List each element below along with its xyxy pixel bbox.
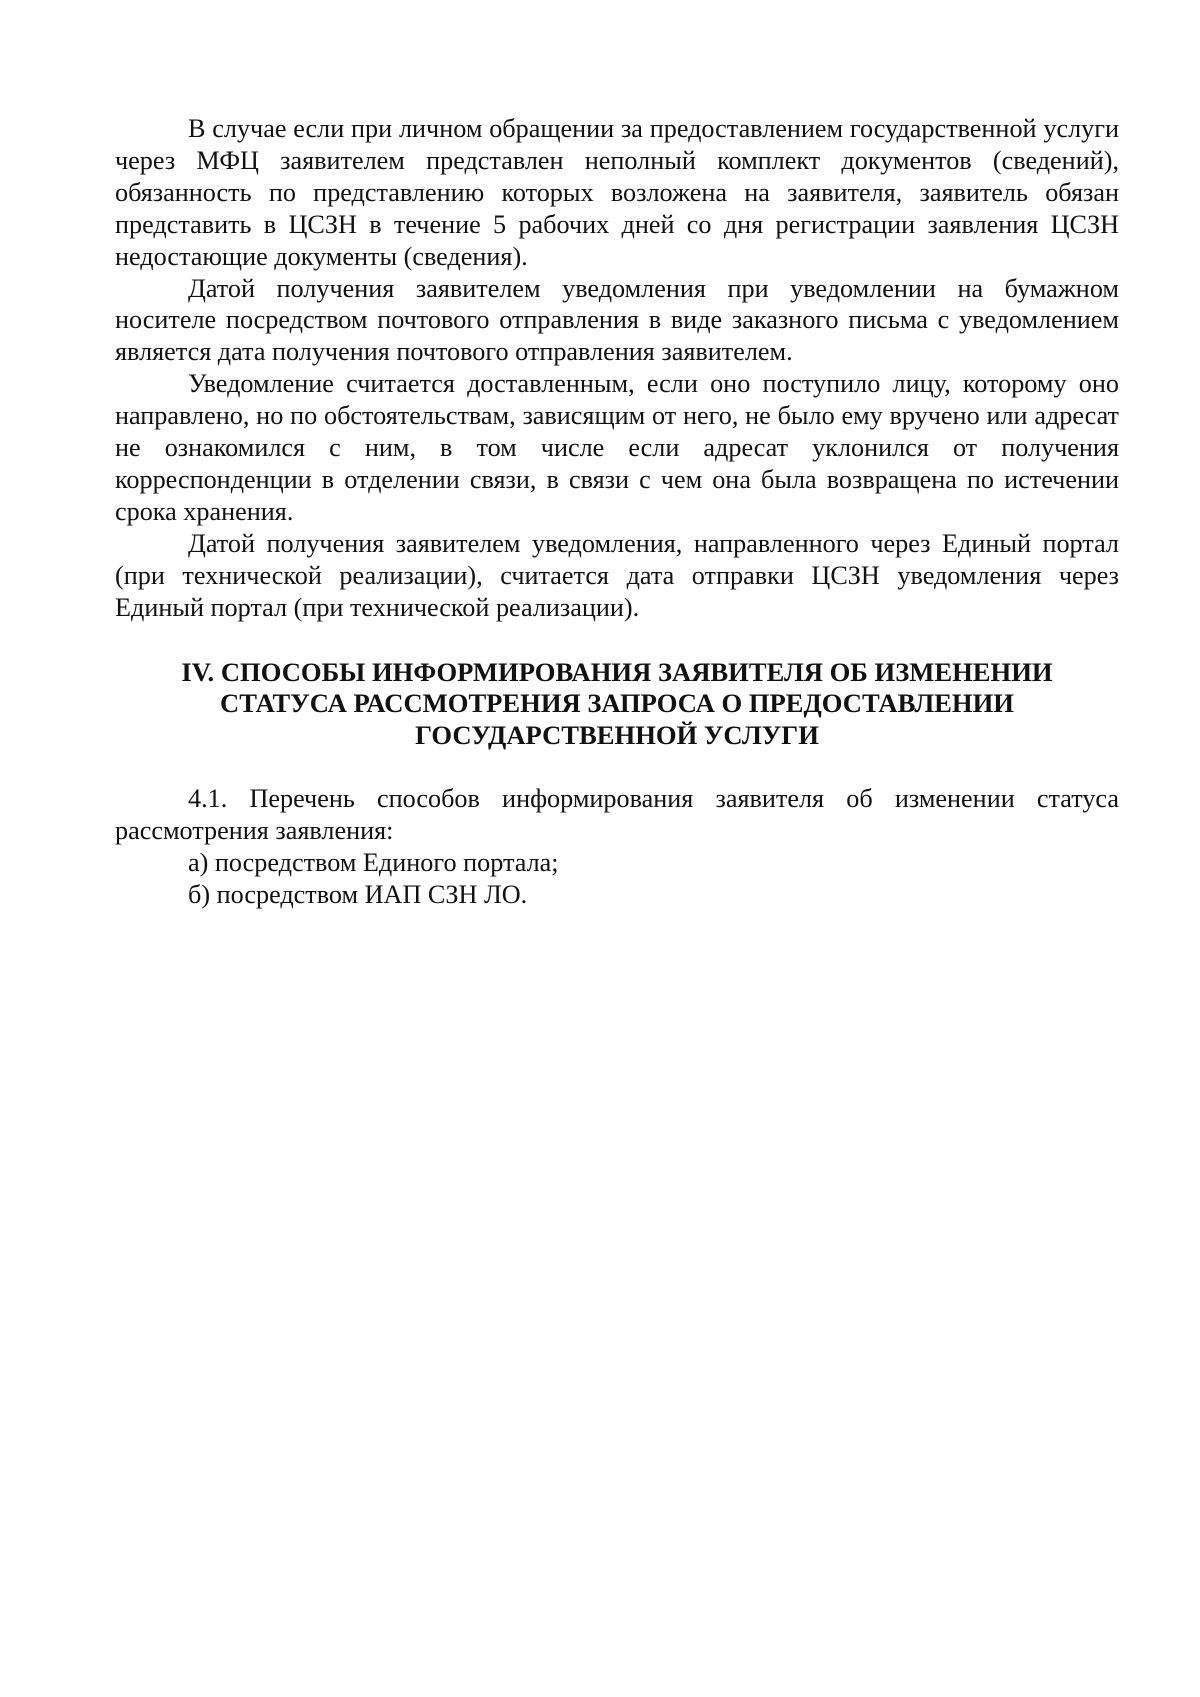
paragraph-informing-methods: 4.1. Перечень способов информирования заявителя об изменении статуса рассмотрения заявления: — [115, 784, 1119, 846]
section-heading-line-3: ГОСУДАРСТВЕННОЙ УСЛУГИ — [415, 720, 819, 751]
section-heading — [115, 657, 1119, 753]
paragraph-notification-delivered: Уведомление считается доставленным, если оно поступило лицу, которому оно направлено, но по обстоятельствам, зависящим от него, не было ему вручено или адресат не ознакомился с ним, в том числе если адресат уклонился от получения корреспонденции в отделении связи, в связи с чем она была возвращена по истечении срока хранения. — [115, 369, 1119, 526]
section-heading-line-1: IV. СПОСОБЫ ИНФОРМИРОВАНИЯ ЗАЯВИТЕЛЯ ОБ ИЗМЕНЕНИИ — [181, 656, 1053, 687]
paragraph-portal-notification-date: Датой получения заявителем уведомления, направленного через Единый портал (при технической реализации), считается дата отправки ЦСЗН уведомления через Единый портал (при технической реализации). — [115, 528, 1119, 622]
paragraph-paper-notification-date: Датой получения заявителем уведомления при уведомлении на бумажном носителе посредством почтового отправления в виде заказного письма с уведомлением является дата получения почтового отправления заявителем. — [115, 273, 1119, 367]
list-item-iap-szn-lo: б) посредством ИАП СЗН ЛО. — [188, 879, 528, 909]
document-body — [115, 113, 1119, 911]
list-item-unified-portal: а) посредством Единого портала; — [188, 848, 559, 878]
section-heading-line-2: СТАТУСА РАССМОТРЕНИЯ ЗАПРОСА О ПРЕДОСТАВЛЕНИИ — [220, 688, 1014, 719]
paragraph-incomplete-documents: В случае если при личном обращении за предоставлением государственной услуги через МФЦ заявителем представлен неполный комплект документов (сведений), обязанность по представлению которых возложена на заявителя, заявитель обязан представить в ЦСЗН в течение 5 рабочих дней со дня регистрации заявления ЦСЗН недостающие документы (сведения). — [115, 114, 1119, 271]
heading-spacer — [115, 752, 1119, 783]
